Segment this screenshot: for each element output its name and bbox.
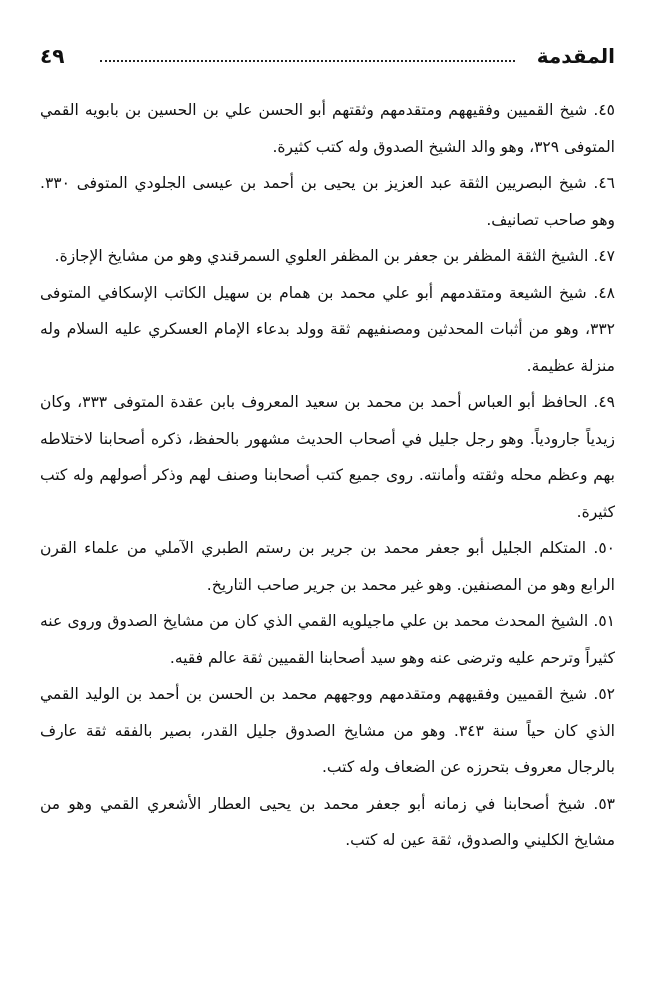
entry-number: ٤٨. xyxy=(593,283,615,302)
page-header xyxy=(40,44,615,78)
chapter-title: المقدمة xyxy=(536,44,615,68)
entry-number: ٤٧. xyxy=(593,247,615,265)
entry-47 xyxy=(40,238,615,275)
leader-dots xyxy=(100,60,515,62)
entries-list xyxy=(40,92,615,859)
entry-50 xyxy=(40,530,615,603)
entry-number: ٥٣. xyxy=(593,794,615,813)
entry-49 xyxy=(40,384,615,530)
entry-number: ٥٠. xyxy=(593,539,615,557)
entry-text: المتكلم الجليل أبو جعفر محمد بن جرير بن رستم الطبري الآملي من علماء القرن الرابع وهو من المصنفين. وهو غير محمد بن جرير صاحب التاريخ. xyxy=(40,539,615,594)
entry-number: ٤٩. xyxy=(593,393,615,411)
entry-46 xyxy=(40,165,615,238)
entry-text: شيخ القميين وفقيههم ومتقدمهم ووجههم محمد بن الحسن بن أحمد بن الوليد القمي الذي كان حياً سنة ٣٤٣. وهو من مشايخ الصدوق جليل القدر، بصير بالفقه ثقة عارف بالرجال معروف بتحرزه عن الضعاف وله كتب. xyxy=(40,685,615,776)
entry-text: شيخ الشيعة ومتقدمهم أبو علي محمد بن همام بن سهيل الكاتب الإسكافي المتوفى ٣٣٢، وهو من أثبات المحدثين ومصنفيهم ثقة وولد بدعاء الإمام العسكري عليه السلام وله منزلة عظيمة. xyxy=(40,283,615,375)
entry-text: الحافظ أبو العباس أحمد بن محمد بن سعيد المعروف بابن عقدة المتوفى ٣٣٣، وكان زيدياً جارودياً. وهو رجل جليل في أصحاب الحديث مشهور بالحفظ، ذكره أصحابنا لاختلاطه بهم وعظم محله وثقته وأمانته. روى جميع كتب أصحابنا وصنف لهم وذكر أصولهم وله كتب كثيرة. xyxy=(40,393,615,521)
entry-text: شيخ القميين وفقيههم ومتقدمهم وثقتهم أبو الحسن علي بن الحسين بن بابويه القمي المتوفى ٣٢٩، وهو والد الشيخ الصدوق وله كتب كثيرة. xyxy=(40,101,615,156)
page-number: ٤٩ xyxy=(40,44,65,68)
entry-number: ٤٦. xyxy=(593,174,615,192)
entry-48 xyxy=(40,275,615,385)
entry-text: شيخ البصريين الثقة عبد العزيز بن يحيى بن أحمد بن عيسى الجلودي المتوفى ٣٣٠. وهو صاحب تصانيف. xyxy=(40,174,615,229)
entry-45 xyxy=(40,92,615,165)
entry-text: شيخ أصحابنا في زمانه أبو جعفر محمد بن يحيى العطار الأشعري القمي وهو من مشايخ الكليني والصدوق، ثقة عين له كتب. xyxy=(40,794,615,849)
entry-text: الشيخ الثقة المظفر بن جعفر بن المظفر العلوي السمرقندي وهو من مشايخ الإجازة. xyxy=(54,247,589,265)
entry-text: الشيخ المحدث محمد بن علي ماجيلويه القمي الذي كان من مشايخ الصدوق وروى عنه كثيراً وترحم عليه وترضى عنه وهو سيد أصحابنا القميين ثقة عالم فقيه. xyxy=(40,612,615,667)
entry-number: ٥١. xyxy=(593,612,615,630)
entry-number: ٤٥. xyxy=(593,101,615,119)
entry-51 xyxy=(40,603,615,676)
entry-52 xyxy=(40,676,615,786)
entry-53 xyxy=(40,786,615,859)
entry-number: ٥٢. xyxy=(593,685,615,703)
